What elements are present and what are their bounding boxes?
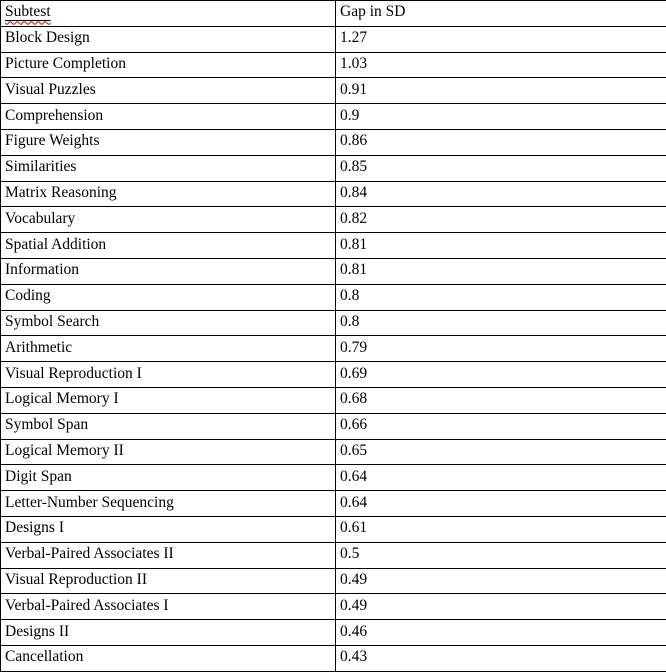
gap-cell: 0.64 [336,491,666,517]
subtest-cell: Verbal-Paired Associates I [1,594,336,620]
table-row [1,26,666,52]
table-row [1,129,666,155]
table-row [1,568,666,594]
gap-cell: 0.82 [336,207,666,233]
gap-cell: 0.65 [336,439,666,465]
table-row [1,465,666,491]
subtest-cell: Figure Weights [1,129,336,155]
gap-cell: 0.46 [336,620,666,646]
subtest-cell: Logical Memory II [1,439,336,465]
table-row [1,258,666,284]
subtest-cell: Cancellation [1,645,336,671]
table-row [1,516,666,542]
table-row [1,284,666,310]
table-row [1,413,666,439]
gap-cell: 0.81 [336,233,666,259]
header-row [1,1,666,27]
table-row [1,362,666,388]
table-row [1,104,666,130]
subtest-cell: Symbol Search [1,310,336,336]
subtest-cell: Block Design [1,26,336,52]
table-row [1,594,666,620]
subtest-cell: Symbol Span [1,413,336,439]
gap-cell: 0.66 [336,413,666,439]
subtest-cell: Matrix Reasoning [1,181,336,207]
table-row [1,387,666,413]
subtest-header-label: Subtest [5,3,51,20]
table-body [1,26,666,671]
gap-cell: 0.68 [336,387,666,413]
gap-cell: 0.61 [336,516,666,542]
table-row [1,336,666,362]
table-row [1,155,666,181]
gap-cell: 0.49 [336,568,666,594]
subtest-cell: Spatial Addition [1,233,336,259]
gap-cell: 0.69 [336,362,666,388]
table-row [1,310,666,336]
subtest-cell: Designs I [1,516,336,542]
table-row [1,207,666,233]
gap-cell: 0.8 [336,310,666,336]
gap-cell: 0.91 [336,78,666,104]
gap-cell: 0.85 [336,155,666,181]
table-row [1,542,666,568]
subtest-cell: Information [1,258,336,284]
spellcheck-squiggle [5,3,51,20]
subtest-cell: Visual Reproduction II [1,568,336,594]
gap-cell: 0.5 [336,542,666,568]
subtest-cell: Comprehension [1,104,336,130]
gap-cell: 0.86 [336,129,666,155]
gap-cell: 0.84 [336,181,666,207]
subtest-cell: Picture Completion [1,52,336,78]
subtest-cell: Vocabulary [1,207,336,233]
gap-cell: 0.49 [336,594,666,620]
subtest-cell: Similarities [1,155,336,181]
table-row [1,620,666,646]
gap-cell: 0.81 [336,258,666,284]
table-row [1,645,666,671]
gap-cell: 0.8 [336,284,666,310]
gap-cell: 1.03 [336,52,666,78]
table-row [1,78,666,104]
subtest-cell: Verbal-Paired Associates II [1,542,336,568]
gap-column-header: Gap in SD [336,1,666,27]
subtest-cell: Logical Memory I [1,387,336,413]
gap-cell: 0.43 [336,645,666,671]
subtest-column-header [1,1,336,27]
table-row [1,233,666,259]
table-row [1,52,666,78]
subtest-cell: Visual Reproduction I [1,362,336,388]
subtest-cell: Arithmetic [1,336,336,362]
gap-cell: 0.79 [336,336,666,362]
subtest-cell: Coding [1,284,336,310]
subtest-cell: Designs II [1,620,336,646]
subtest-cell: Digit Span [1,465,336,491]
subtest-cell: Visual Puzzles [1,78,336,104]
gap-cell: 1.27 [336,26,666,52]
table-row [1,439,666,465]
table-row [1,491,666,517]
gap-cell: 0.9 [336,104,666,130]
subtest-cell: Letter-Number Sequencing [1,491,336,517]
table-row [1,181,666,207]
gap-cell: 0.64 [336,465,666,491]
